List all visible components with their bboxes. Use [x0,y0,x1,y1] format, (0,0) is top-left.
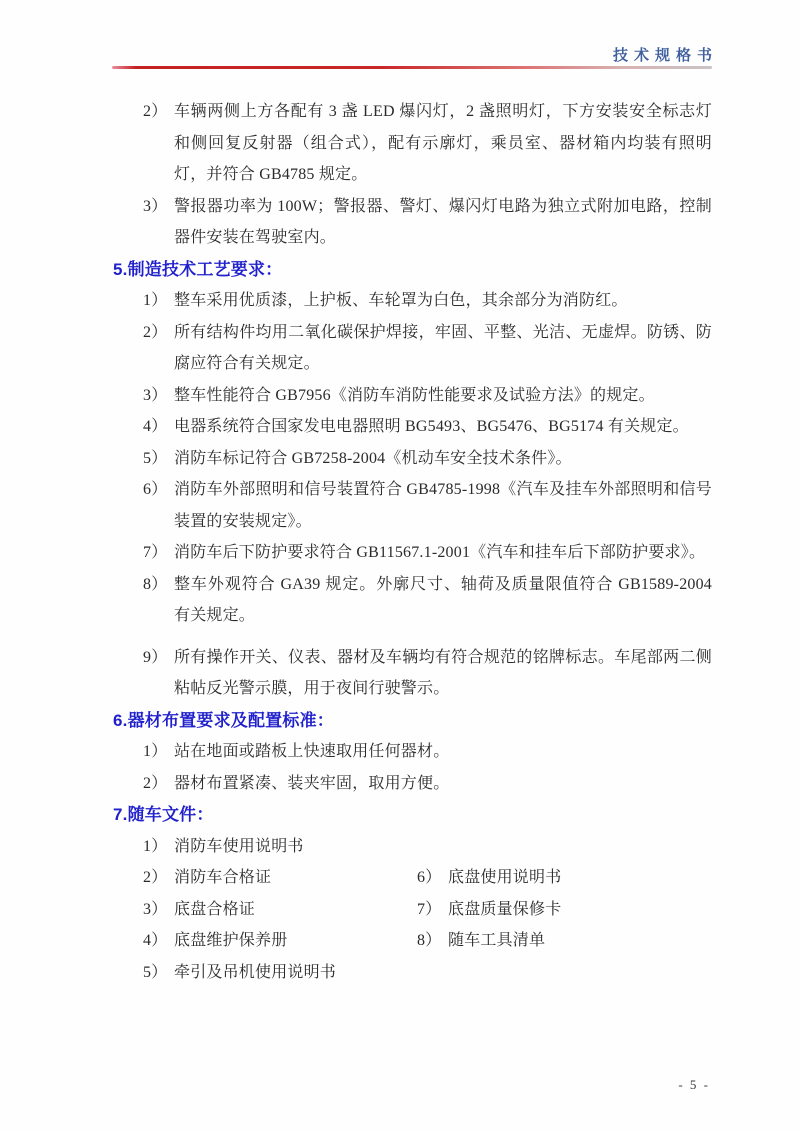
section-heading: 7.随车文件： [113,805,214,824]
item-text: 电器系统符合国家发电电器照明 BG5493、BG5476、BG5174 有关规定。 [174,418,689,435]
item-text: 警报器功率为 100W；警报器、警灯、爆闪灯电路为独立式附加电路，控制器件安装在驾驶室内。 [174,197,712,246]
row-cell-left [143,831,417,863]
item-text: 消防车外部照明和信号装置符合 GB4785-1998《汽车及挂车外部照明和信号装置的安装规定》。 [174,481,712,530]
item-text: 底盘维护保养册 [174,932,288,949]
item-number: 2） [143,323,168,341]
item-number: 4） [143,418,168,435]
document-list-row [143,831,712,863]
item-text: 消防车后下防护要求符合 GB11567.1-2001《汽车和挂车后下部防护要求》。 [174,544,706,561]
item-number: 1） [143,837,168,855]
page-number: - 5 - [678,1077,710,1092]
item-number: 8） [417,932,442,949]
section-items [113,831,712,989]
list-item [143,96,712,191]
item-number: 6） [417,869,442,886]
list-item [143,736,712,768]
item-number: 2） [143,103,168,120]
list-item [143,474,712,537]
document-list-row [143,862,712,894]
list-item [143,191,712,254]
list-item [143,569,712,632]
list-item [143,411,712,443]
row-cell-left [143,894,417,926]
item-number: 7） [417,900,442,918]
header-title: 技术规格书 [612,47,718,64]
item-text: 整车采用优质漆，上护板、车轮罩为白色，其余部分为消防红。 [174,292,628,309]
section-heading: 6.器材布置要求及配置标准： [113,710,334,730]
item-number: 3） [143,386,168,404]
list-item [143,285,712,317]
item-number: 1） [143,743,168,760]
item-number: 5） [143,963,168,981]
document-list-row [143,894,712,926]
item-text: 车辆两侧上方各配有 3 盏 LED 爆闪灯，2 盏照明灯，下方安装安全标志灯和侧回复反射器（组合式），配有示廓灯，乘员室、器材箱内均装有照明灯，并符合 GB4785 规定。 [174,103,712,183]
item-number: 2） [143,774,168,792]
item-text: 站在地面或踏板上快速取用任何器材。 [174,743,450,760]
section-items [113,285,712,705]
item-number: 1） [143,292,168,309]
item-text: 牵引及吊机使用说明书 [174,963,337,981]
list-item [143,537,712,569]
row-cell-right [417,894,712,926]
item-text: 器材布置紧凑、装夹牢固，取用方便。 [174,774,450,792]
section-heading: 5.制造技术工艺要求： [113,259,283,279]
intro-items [113,96,712,254]
item-text: 整车性能符合 GB7956《消防车消防性能要求及试验方法》的规定。 [174,386,655,404]
row-cell-left [143,862,417,894]
item-text: 随车工具清单 [448,932,546,949]
item-text: 底盘使用说明书 [448,869,562,886]
item-text: 底盘合格证 [174,900,256,918]
item-number: 5） [143,449,168,467]
section-items [113,736,712,799]
item-text: 所有操作开关、仪表、器材及车辆均有符合规范的铭牌标志。车尾部两二侧粘帖反光警示膜，用于夜间行驶警示。 [174,648,712,697]
item-text: 所有结构件均用二氧化碳保护焊接，牢固、平整、光洁、无虚焊。防锈、防腐应符合有关规定。 [174,323,712,372]
item-number: 7） [143,544,168,561]
item-number: 2） [143,869,168,886]
item-text: 整车外观符合 GA39 规定。外廓尺寸、轴荷及质量限值符合 GB1589-2004 有关规定。 [174,575,712,624]
document-list-row [143,925,712,957]
row-cell-right [417,925,712,957]
list-item [143,380,712,412]
item-number: 3） [143,900,168,918]
item-number: 4） [143,932,168,949]
list-item [143,443,712,475]
item-text: 消防车使用说明书 [174,837,304,855]
list-item [143,642,712,705]
item-text: 底盘质量保修卡 [448,900,562,918]
item-number: 6） [143,481,168,498]
list-item [143,768,712,800]
row-cell-right [417,957,712,989]
row-cell-left [143,957,417,989]
item-text: 消防车合格证 [174,869,272,886]
item-number: 3） [143,197,168,215]
row-cell-right [417,862,712,894]
item-number: 9） [143,648,168,666]
row-cell-left [143,925,417,957]
list-item [143,317,712,380]
document-content [113,96,712,988]
header-rule-line [112,66,712,69]
row-cell-right [417,831,712,863]
document-list-row [143,957,712,989]
item-text: 消防车标记符合 GB7258-2004《机动车安全技术条件》。 [174,449,572,467]
item-number: 8） [143,575,168,593]
